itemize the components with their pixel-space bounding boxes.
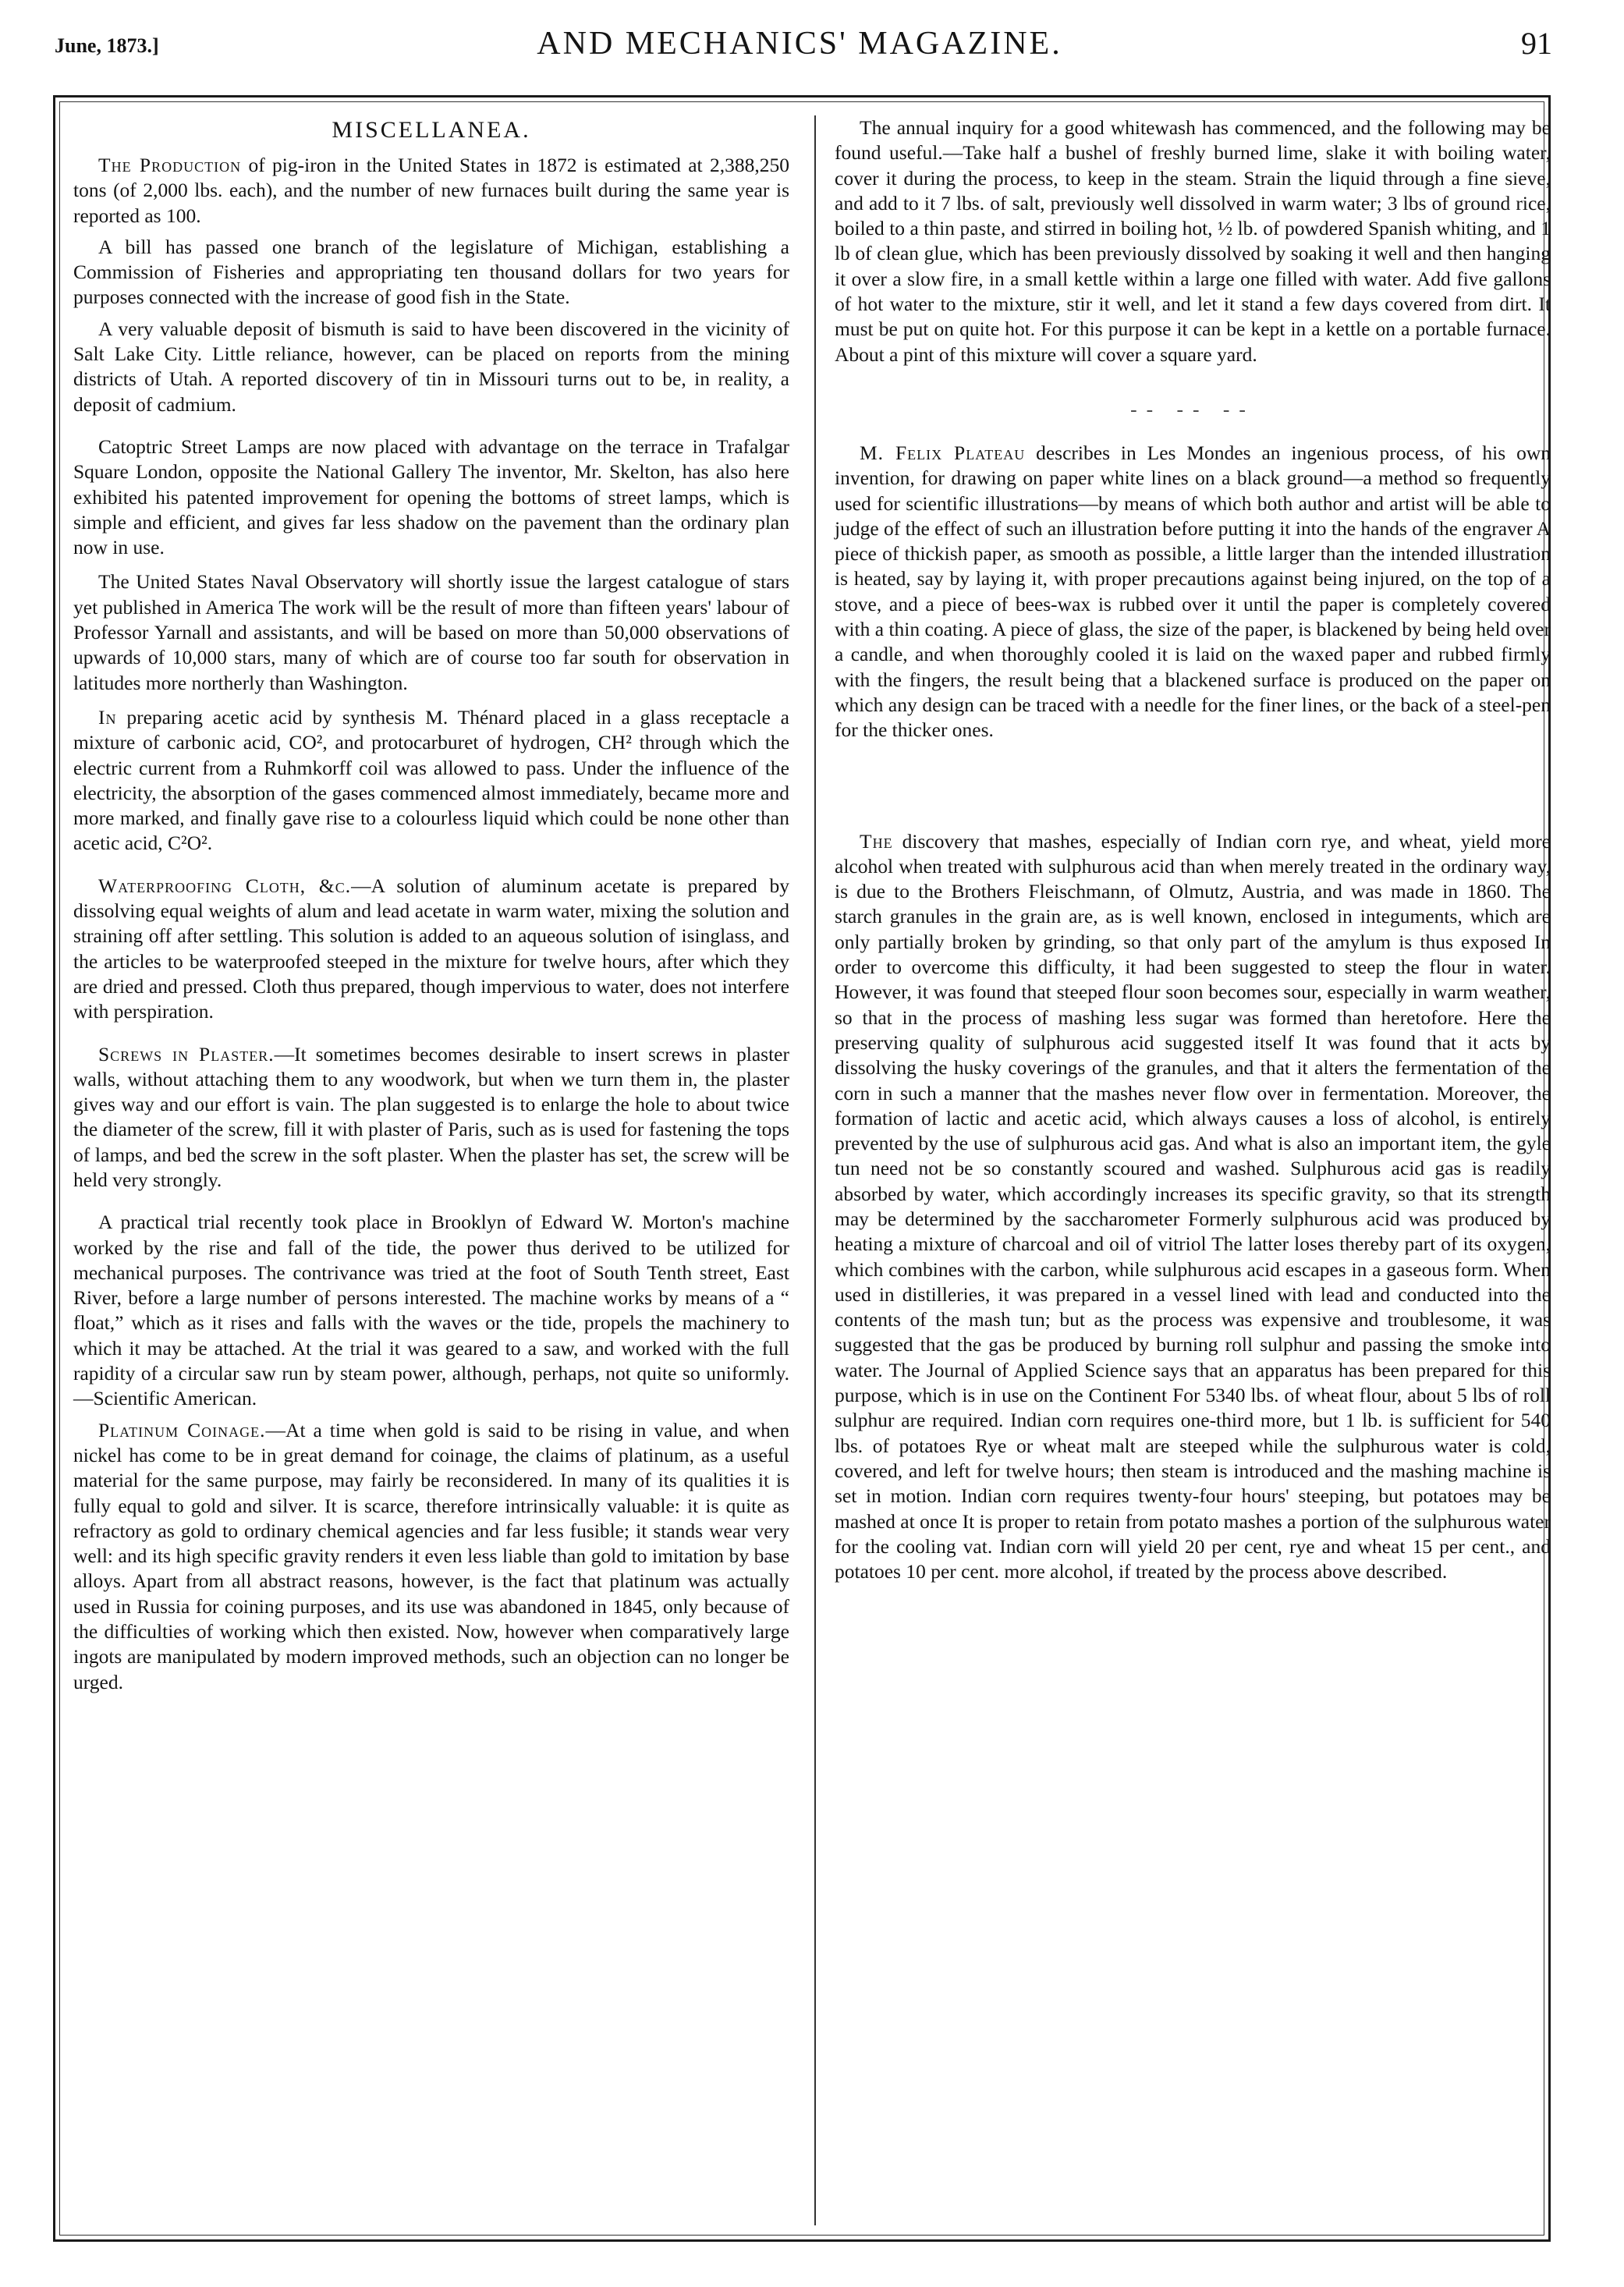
page-header — [47, 23, 1552, 62]
magazine-title: AND MECHANICS' MAGAZINE. — [537, 26, 1062, 62]
paragraph-text: The annual inquiry for a good whitewash has commenced, and the following may be found useful.—Take half a bushel of freshly burned lime, slake it with boiling water, cover it during the process, to keep in the steam. Strain the liquid through a fine sieve, and add to it 7 lbs. of salt, previously well dissolved in warm water; 3 lbs of ground rice, boiled to a thin paste, and stirred in boiling hot, ½ lb. of powdered Spanish whiting, and 1 lb of clean glue, which has been previously dissolved by soaking it well and then hanging it over a slow fire, in a small kettle within a large one filled with water. Add five gallons of hot water to the mixture, stir it well, and let it stand a few days covered from dirt. It must be put on quite hot. For this purpose it can be kept in a kettle on a portable furnace. About a pint of this mixture will cover a square yard. — [835, 116, 1551, 366]
paragraph-lead: M. Felix Plateau — [860, 441, 1026, 464]
page-number: 91 — [1521, 26, 1552, 61]
section-title: MISCELLANEA. — [332, 117, 531, 143]
paragraph-bismuth — [73, 317, 789, 417]
left-column — [73, 109, 789, 1695]
paragraph-text: A very valuable deposit of bismuth is said to have been discovered in the vicinity of Salt Lake City. Little reliance, however, can be placed on reports from the mining districts of Utah. A reported discovery of tin in Missouri turns out to be, in reality, a deposit of cadmium. — [73, 317, 789, 416]
paragraph-street-lamps — [73, 434, 789, 560]
paragraph-sulphurous-mashes — [835, 829, 1551, 1585]
paragraph-whitewash — [835, 115, 1551, 367]
separator-rule: -- -- -- — [1130, 397, 1255, 420]
paragraph-michigan-fisheries — [73, 235, 789, 310]
paragraph-lead: Platinum Coinage. — [98, 1418, 266, 1441]
paragraph-text: —It sometimes becomes desirable to insert screws in plaster walls, without attaching them to any woodwork, but when we turn them in, the plaster gives way and our effort is vain. The plan suggested is to enlarge the hole to about twice the diameter of the screw, fill it with plaster of Paris, such as is used for fastening the tops of lamps, and bed the screw in the soft plaster. When the plaster has set, the screw will be held very strongly. — [73, 1042, 789, 1191]
paragraph-pig-iron — [73, 153, 789, 229]
paragraph-tide-machine — [73, 1210, 789, 1411]
paragraph-acetic-acid — [73, 705, 789, 856]
paragraph-naval-observatory — [73, 569, 789, 695]
paragraph-screws-in-plaster — [73, 1042, 789, 1193]
paragraph-text: Catoptric Street Lamps are now placed with advantage on the terrace in Trafalgar Square London, opposite the National Gallery The inventor, Mr. Skelton, has also here exhibited his patented improvement for opening the bottoms of street lamps, which is simple and efficient, and gives far less shadow on the pavement than the ordinary plan now in use. — [73, 434, 789, 559]
paragraph-lead: The Production — [98, 154, 242, 176]
paragraph-text: A bill has passed one branch of the legislature of Michigan, establishing a Commission of Fisheries and appropriating ten thousand dollars for two years for purposes connected with the increase of good fish in the State. — [73, 235, 789, 309]
paragraph-platinum-coinage — [73, 1418, 789, 1695]
paragraph-lead: Waterproofing Cloth, &c. — [98, 874, 352, 897]
paragraph-text: —At a time when gold is said to be rising in value, and when nickel has come to be in great demand for coinage, the claims of platinum, as a useful material for the same purpose, may fairly be reconsidered. In many of its qualities it is fully equal to gold and silver. It is scarce, therefore intrinsically valuable: it is quite as refractory as gold to ordinary chemical agencies and far less fusible; it stands wear very well: and its high specific gravity renders it even less liable than gold to imitation by base alloys. Apart from all abstract reasons, however, is the fact that platinum was actually used in Russia for coining purposes, and its use was abandoned in 1845, only because of the difficulties of working which then existed. Now, however when comparatively large ingots are manipulated by modern improved methods, such an objection can no longer be urged. — [73, 1418, 790, 1693]
paragraph-text: A practical trial recently took place in Brooklyn of Edward W. Morton's machine worked by the rise and fall of the tide, the power thus derived to be utilized for mechanical purposes. The contrivance was tried at the foot of South Tenth street, East River, before a large number of persons interested. The machine works by means of a “ float,” which as it rises and falls with the waves or the tide, propels the machinery to which it may be attached. At the trial it was geared to a saw, and worked with the full rapidity of a circular saw run by steam power, although, perhaps, not quite so uniformly.—Scientific American. — [73, 1211, 789, 1410]
right-column — [835, 109, 1551, 1584]
paragraph-plateau-process — [835, 441, 1551, 743]
column-divider — [814, 115, 816, 2225]
paragraph-lead: In — [98, 705, 117, 729]
paragraph-text: of pig-iron in the United States in 1872 is estimated at 2,388,250 tons (of 2,000 lbs. each), and the number of new furnaces built during the same year is reported as 100. — [73, 154, 789, 227]
paragraph-text: describes in Les Mondes an ingenious process, of his own invention, for drawing on paper white lines on a black ground—a method so frequently used for scientific illustrations—by means of which both author and artist will be able to judge of the effect of such an illustration before putting it into the hands of the engraver A piece of thickish paper, as smooth as possible, a little larger than the intended illustration is heated, say by laying it, with proper precautions against being injured, on the top of a stove, and a piece of bees-wax is rubbed over it until the paper is completely covered with a thin coating. A piece of glass, the size of the paper, is blackened by being held over a candle, and when thoroughly cooled it is laid on the waxed paper and rubbed firmly with the fingers, the result being that a blackened surface is produced on the paper on which any design can be traced with a needle for the finer lines, or the back of a steel-pen for the thicker ones. — [835, 441, 1551, 742]
paragraph-text: The United States Naval Observatory will shortly issue the largest catalogue of stars yet published in America The work will be the result of more than fifteen years' labour of Professor Yarnall and assistants, and will be based on more than 50,000 observations of upwards of 10,000 stars, many of which are of course too far south for observation in latitudes more northerly than Washington. — [73, 570, 789, 694]
paragraph-lead: The — [860, 829, 893, 853]
paragraph-text: preparing acetic acid by synthesis M. Thénard placed in a glass receptacle a mixture of carbonic acid, CO², and protocarburet of hydrogen, CH² through which the electric current from a Ruhmkorff coil was allowed to pass. Under the influence of the electricity, the absorption of the gases commenced almost immediately, became more and more marked, and finally gave rise to a colourless liquid which could be none other than acetic acid, C²O². — [73, 705, 789, 855]
issue-date: June, 1873.] — [55, 34, 159, 57]
paragraph-text: discovery that mashes, especially of Indian corn rye, and wheat, yield more alcohol when treated with sulphurous acid than when merely treated in the ordinary way, is due to the Brothers Fleischmann, of Olmutz, Austria, and was made in 1860. The starch granules in the grain are, as is well known, enclosed in integuments, which are only partially broken by grinding, so that only part of the amylum is thus exposed In order to overcome this difficulty, it had been suggested to steep the flour in water. However, it was found that steeped flour soon becomes sour, especially in warm weather, so that in the process of mashing less sugar was formed than heretofore. Here the preserving quality of sulphurous acid suggested itself It was found that it acts by dissolving the husky coverings of the granules, and that it alters the fermentation of the corn in such a manner that the mashes never flow over in fermentation. Moreover, the formation of lactic and acetic acid, which always causes a loss of alcohol, is entirely prevented by the use of sulphurous acid gas. And what is also an important item, the gyle tun need not be so constantly scoured and washed. Sulphurous acid gas is readily absorbed by water, which accordingly increases its specific gravity, so that its strength may be determined by the saccharometer Formerly sulphurous acid was produced by heating a mixture of charcoal and oil of vitriol The latter loses thereby part of its oxygen, which combines with the carbon, while sulphurous acid escapes in a gaseous form. When used in distilleries, it was prepared in a vessel lined with lead and conducted into the contents of the mash tun; but as the process was expensive and troublesome, it was suggested that the gas be produced by burning roll sulphur and passing the smoke into water. The Journal of Applied Science says that an apparatus has been prepared for this purpose, which is in use on the Continent For 5340 lbs. of wheat flour, about 5 lbs of roll sulphur are required. Indian corn requires one-third more, but 1 lb. is sufficient for 540 lbs. of potatoes Rye or wheat malt are steeped while the sulphurous water is cold, covered, and left for twelve hours; then steam is introduced and the mashing machine is set in motion. Indian corn requires twenty-four hours' steeping, but potatoes may be mashed at once It is proper to retain from potato mashes a portion of the sulphurous water for the cooling vat. Indian corn will yield 20 per cent, rye and wheat 15 per cent., and potatoes 10 per cent. more alcohol, if treated by the process above described. — [835, 829, 1551, 1583]
paragraph-text: —A solution of aluminum acetate is prepared by dissolving equal weights of alum and lead acetate in warm water, mixing the solution and straining off after settling. This solution is added to an aqueous solution of isinglass, and the articles to be waterproofed steeped in the mixture for twelve hours, after which they are dried and pressed. Cloth thus prepared, though impervious to water, does not interfere with perspiration. — [73, 874, 789, 1023]
paragraph-waterproofing — [73, 874, 789, 1025]
paragraph-lead: Screws in Plaster. — [98, 1042, 275, 1065]
